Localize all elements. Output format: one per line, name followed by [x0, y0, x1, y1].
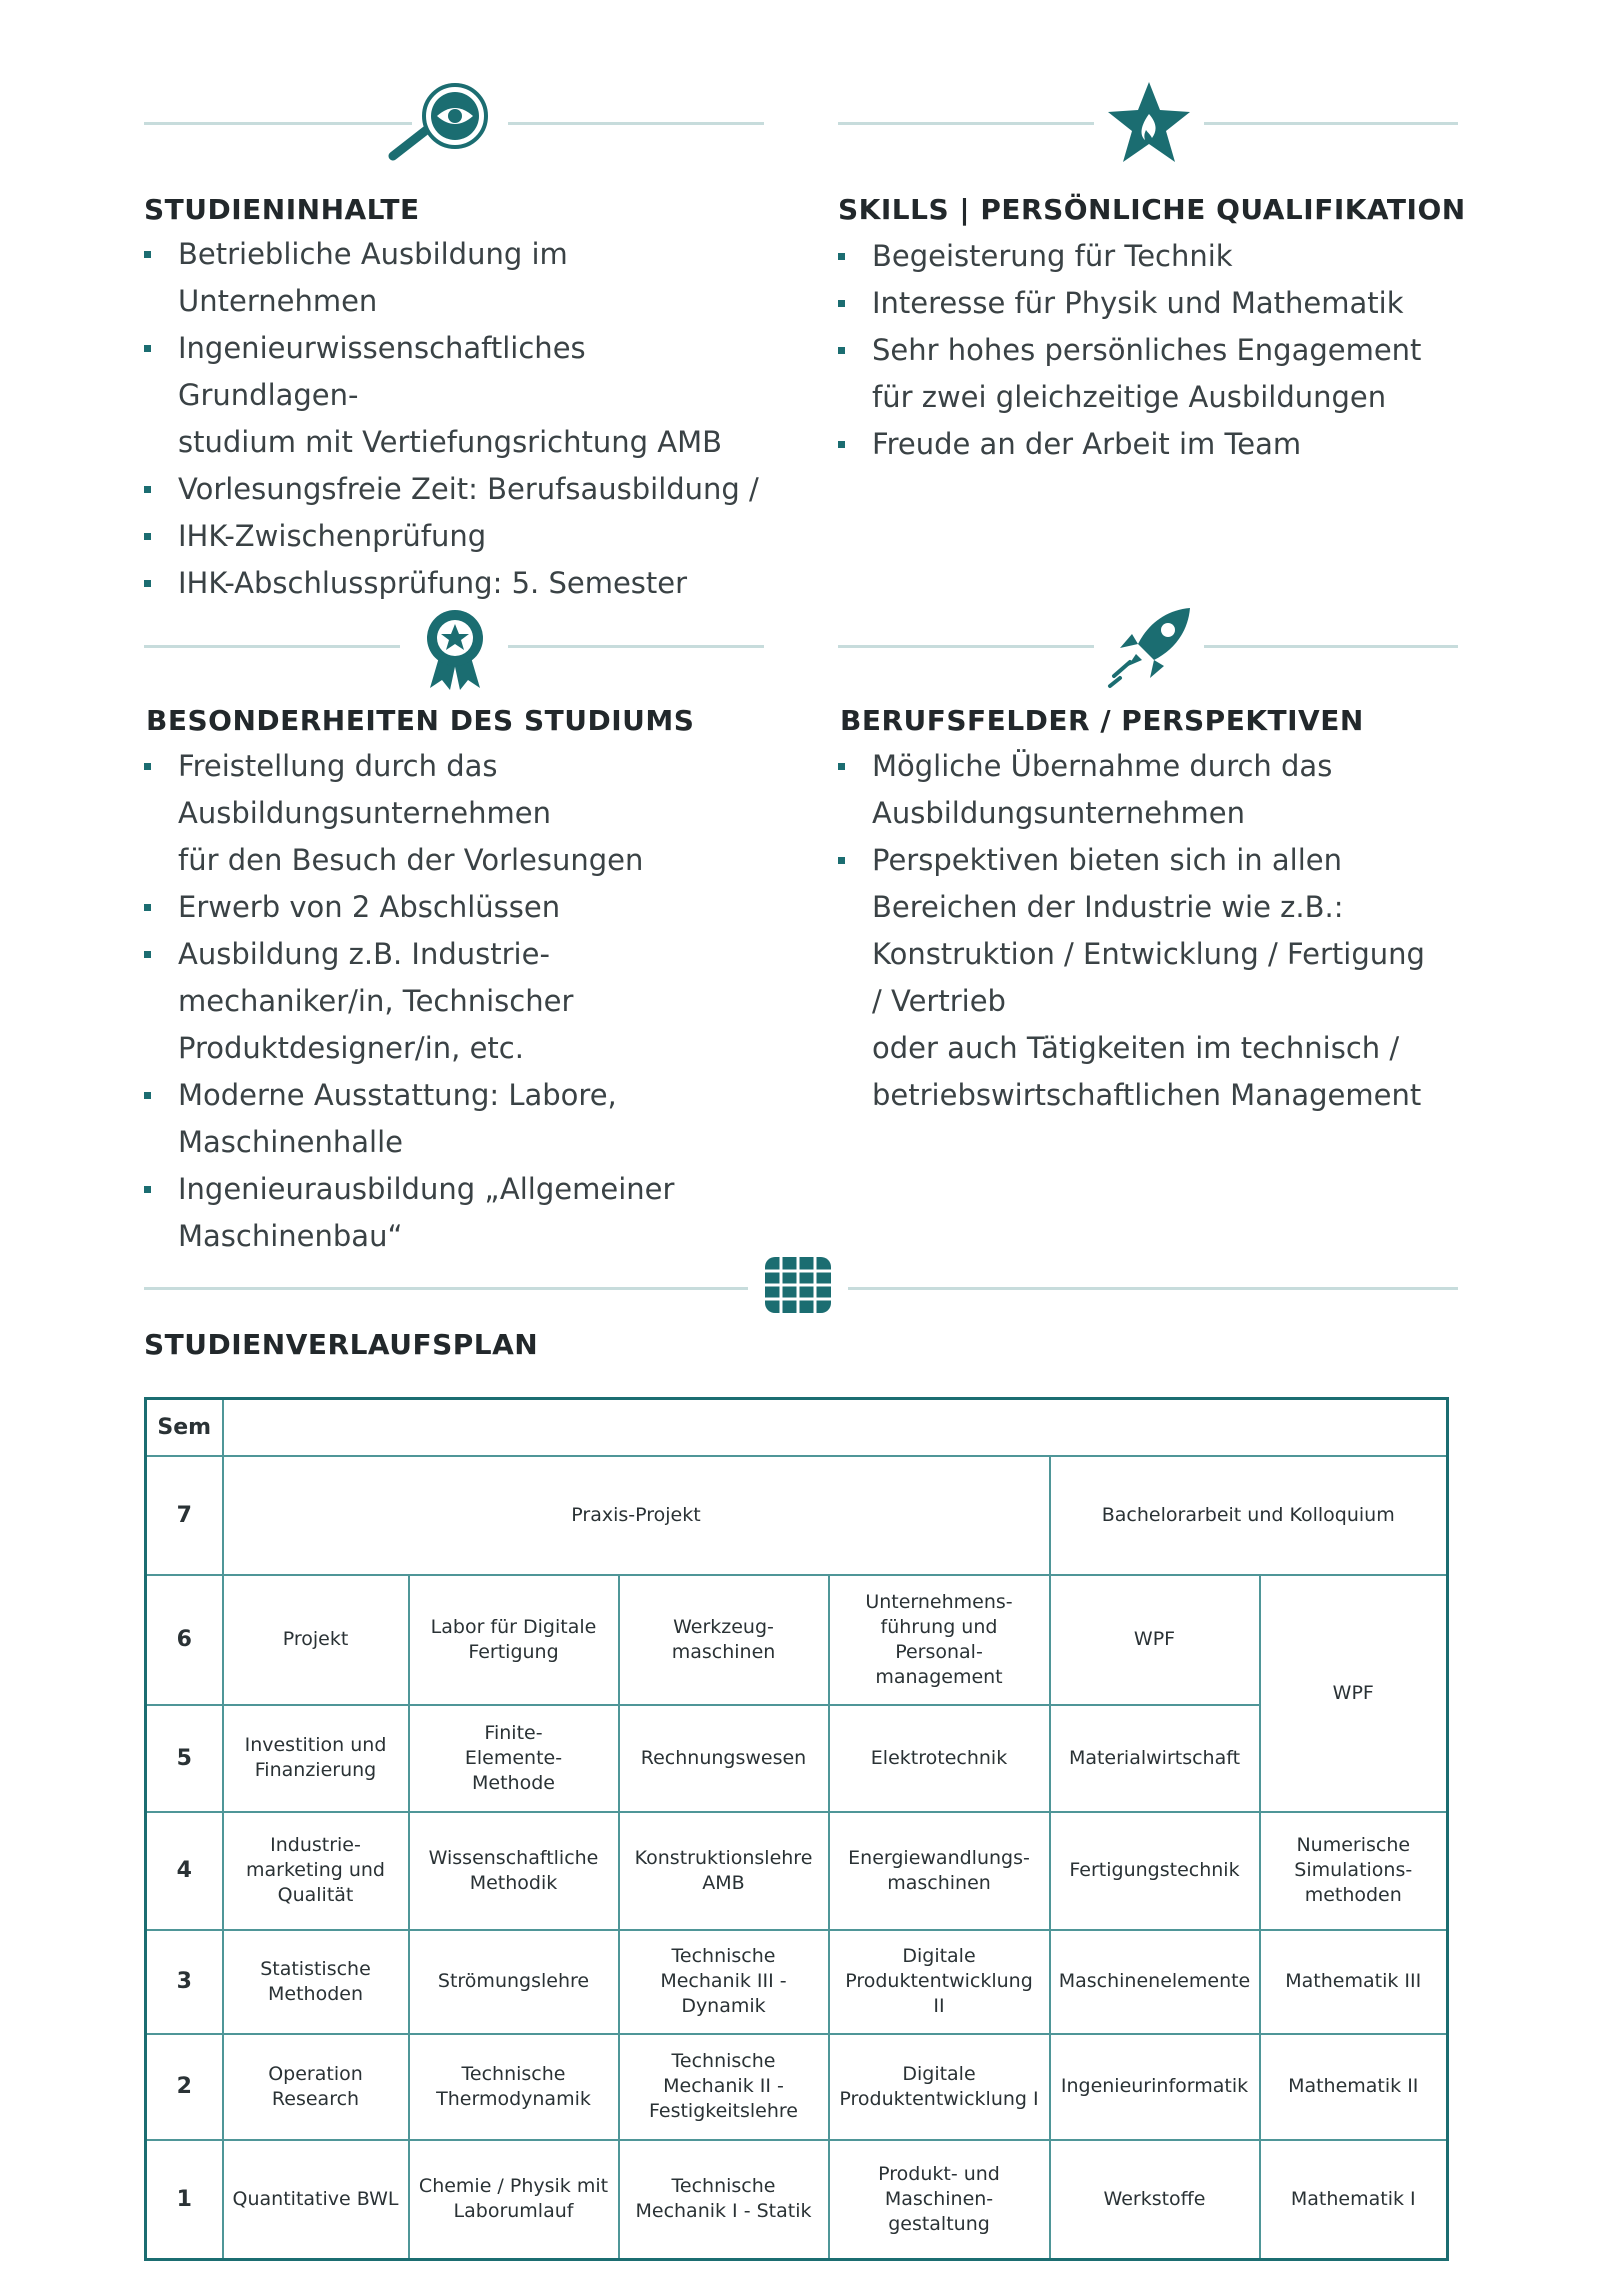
table-cell: Materialwirtschaft — [1050, 1705, 1260, 1812]
divider-right-1b — [1204, 122, 1458, 125]
magnifier-eye-icon — [385, 80, 495, 164]
table-row — [146, 2140, 1448, 2260]
sem-number: 4 — [146, 1812, 223, 1930]
table-cell: Strömungslehre — [409, 1930, 619, 2034]
sem-number: 1 — [146, 2140, 223, 2260]
table-row — [146, 2034, 1448, 2140]
list-item: Moderne Ausstattung: Labore, Maschinenhalle — [144, 1072, 764, 1166]
list-item: Freistellung durch das Ausbildungsunternehmen für den Besuch der Vorlesungen — [144, 743, 764, 884]
table-cell: Quantitative BWL — [223, 2140, 409, 2260]
list-item: IHK-Abschlussprüfung: 5. Semester — [144, 560, 764, 607]
table-cell: Konstruktionslehre AMB — [619, 1812, 829, 1930]
table-cell: Energiewandlungs- maschinen — [829, 1812, 1050, 1930]
list-item: Vorlesungsfreie Zeit: Berufsausbildung / — [144, 466, 764, 513]
list-studieninhalte — [144, 231, 764, 607]
table-cell-wpf-merged: WPF — [1260, 1575, 1448, 1812]
divider-table-b — [848, 1287, 1458, 1290]
table-cell: Statistische Methoden — [223, 1930, 409, 2034]
table-cell: Chemie / Physik mit Laborumlauf — [409, 2140, 619, 2260]
list-skills — [838, 233, 1458, 468]
table-cell: Technische Thermodynamik — [409, 2034, 619, 2140]
table-cell: Operation Research — [223, 2034, 409, 2140]
divider-right-1a — [838, 122, 1094, 125]
table-cell: Maschinenelemente — [1050, 1930, 1260, 2034]
table-row — [146, 1930, 1448, 2034]
table-cell: Investition und Finanzierung — [223, 1705, 409, 1812]
heading-berufsfelder: BERUFSFELDER / PERSPEKTIVEN — [840, 704, 1364, 737]
list-besonderheiten — [144, 743, 764, 1260]
divider-left-1a — [144, 122, 412, 125]
table-cell: Technische Mechanik II - Festigkeitslehre — [619, 2034, 829, 2140]
table-cell: Mathematik I — [1260, 2140, 1448, 2260]
sem-number: 2 — [146, 2034, 223, 2140]
list-item: Freude an der Arbeit im Team — [838, 421, 1458, 468]
list-item: Ingenieurwissenschaftliches Grundlagen- studium mit Vertiefungsrichtung AMB — [144, 325, 764, 466]
heading-skills: SKILLS | PERSÖNLICHE QUALIFIKATION — [838, 193, 1466, 226]
table-cell: Numerische Simulations- methoden — [1260, 1812, 1448, 1930]
divider-table-a — [144, 1287, 748, 1290]
list-item: Interesse für Physik und Mathematik — [838, 280, 1458, 327]
table-row — [146, 1575, 1448, 1705]
list-item: Begeisterung für Technik — [838, 233, 1458, 280]
table-cell: Mathematik II — [1260, 2034, 1448, 2140]
table-cell: Mathematik III — [1260, 1930, 1448, 2034]
list-item: Mögliche Übernahme durch das Ausbildungsunternehmen — [838, 743, 1478, 837]
studienverlaufsplan-table — [144, 1397, 1449, 2261]
rocket-icon — [1106, 604, 1202, 690]
table-cell: Technische Mechanik III - Dynamik — [619, 1930, 829, 2034]
list-item: Perspektiven bieten sich in allen Bereichen der Industrie wie z.B.: Konstruktion / Entwicklung / Fertigung / Vertrieb oder auch Tätigkeiten im technisch / betriebswirtschaftlichen Management — [838, 837, 1478, 1119]
list-item: Erwerb von 2 Abschlüssen — [144, 884, 764, 931]
sem-number: 7 — [146, 1456, 223, 1575]
sem-number: 3 — [146, 1930, 223, 2034]
table-cell: Finite- Elemente- Methode — [409, 1705, 619, 1812]
heading-studieninhalte: STUDIENINHALTE — [144, 193, 420, 226]
table-cell: Unternehmens- führung und Personal- management — [829, 1575, 1050, 1705]
list-item: Ausbildung z.B. Industrie- mechaniker/in, Technischer Produktdesigner/in, etc. — [144, 931, 764, 1072]
header-blank — [223, 1399, 1448, 1456]
cell-bachelorarbeit: Bachelorarbeit und Kolloquium — [1050, 1456, 1448, 1575]
divider-left-2b — [508, 645, 764, 648]
divider-left-1b — [508, 122, 764, 125]
cell-praxis-projekt: Praxis-Projekt — [223, 1456, 1050, 1575]
table-cell: Produkt- und Maschinen- gestaltung — [829, 2140, 1050, 2260]
divider-right-2b — [1204, 645, 1458, 648]
award-rosette-icon — [420, 608, 490, 692]
header-sem: Sem — [146, 1399, 223, 1456]
heading-studienverlaufsplan: STUDIENVERLAUFSPLAN — [144, 1328, 539, 1361]
table-cell: Ingenieurinformatik — [1050, 2034, 1260, 2140]
grid-table-icon — [764, 1256, 832, 1314]
sem-number: 6 — [146, 1575, 223, 1705]
table-cell: Elektrotechnik — [829, 1705, 1050, 1812]
divider-right-2a — [838, 645, 1094, 648]
table-row — [146, 1399, 1448, 1456]
table-cell: Werkzeug- maschinen — [619, 1575, 829, 1705]
list-item: Betriebliche Ausbildung im Unternehmen — [144, 231, 764, 325]
table-cell: Rechnungswesen — [619, 1705, 829, 1812]
sem-number: 5 — [146, 1705, 223, 1812]
table-cell: Werkstoffe — [1050, 2140, 1260, 2260]
table-cell: Labor für Digitale Fertigung — [409, 1575, 619, 1705]
list-item: Ingenieurausbildung „Allgemeiner Maschinenbau“ — [144, 1166, 764, 1260]
heading-besonderheiten: BESONDERHEITEN DES STUDIUMS — [146, 704, 695, 737]
table-cell: WPF — [1050, 1575, 1260, 1705]
table-row — [146, 1705, 1448, 1812]
table-cell: Technische Mechanik I - Statik — [619, 2140, 829, 2260]
table-cell: Projekt — [223, 1575, 409, 1705]
table-cell: Fertigungstechnik — [1050, 1812, 1260, 1930]
table-cell: Digitale Produktentwicklung II — [829, 1930, 1050, 2034]
table-row — [146, 1456, 1448, 1575]
list-item: Sehr hohes persönliches Engagement für zwei gleichzeitige Ausbildungen — [838, 327, 1458, 421]
divider-left-2a — [144, 645, 400, 648]
table-cell: Wissenschaftliche Methodik — [409, 1812, 619, 1930]
table-cell: Industrie- marketing und Qualität — [223, 1812, 409, 1930]
table-cell: Digitale Produktentwicklung I — [829, 2034, 1050, 2140]
list-item: IHK-Zwischenprüfung — [144, 513, 764, 560]
star-flame-icon — [1104, 80, 1194, 166]
list-berufsfelder — [838, 743, 1478, 1119]
table-row — [146, 1812, 1448, 1930]
